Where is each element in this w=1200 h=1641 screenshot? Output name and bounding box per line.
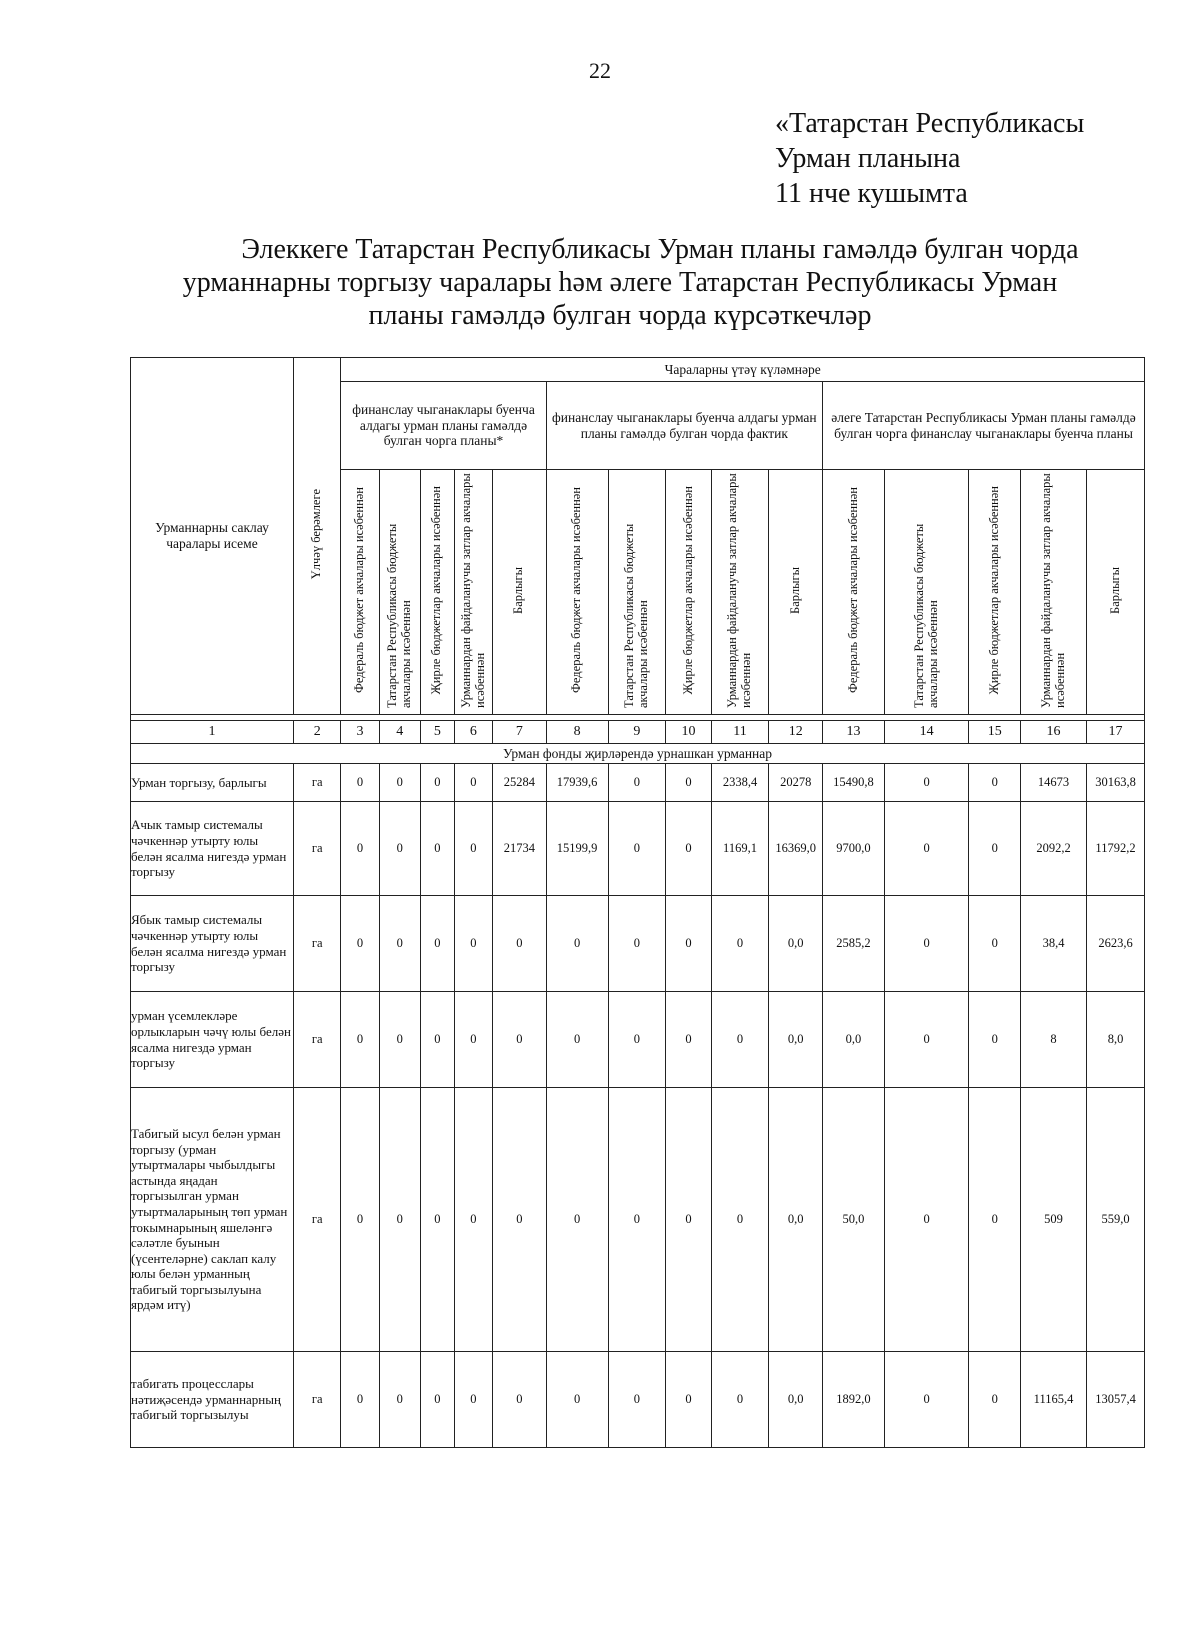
row-value: 0	[666, 1088, 711, 1352]
row-value: 0,0	[769, 896, 823, 992]
row-value: 0	[454, 992, 492, 1088]
row-value: 0	[420, 1088, 454, 1352]
header-group3-col-5: Барлыгы	[1087, 470, 1145, 715]
column-number: 6	[454, 721, 492, 744]
row-value: 0	[969, 1088, 1021, 1352]
column-numbers-row	[131, 721, 1145, 744]
row-value: 17939,6	[546, 764, 608, 802]
row-value: 2338,4	[711, 764, 769, 802]
row-value: 1892,0	[823, 1352, 885, 1448]
row-value: 0	[420, 764, 454, 802]
row-value: 0	[546, 992, 608, 1088]
column-number: 10	[666, 721, 711, 744]
forest-restoration-table	[130, 357, 1145, 1448]
row-unit: га	[293, 896, 340, 992]
column-number: 15	[969, 721, 1021, 744]
column-number: 7	[493, 721, 547, 744]
page-number: 22	[589, 58, 611, 83]
column-number: 11	[711, 721, 769, 744]
table-row	[131, 802, 1145, 896]
header-group1-col-4: Урманнардан файдаланучы затлар акчалары исәбеннән	[454, 470, 492, 715]
row-name: табигать процесслары нәтиҗәсендә урманнарның табигый торгызылуы	[131, 1352, 294, 1448]
header-group3-col-3: Җирле бюджетлар акчалары исәбеннән	[969, 470, 1021, 715]
row-value: 14673	[1021, 764, 1087, 802]
row-value: 0	[420, 992, 454, 1088]
row-value: 20278	[769, 764, 823, 802]
row-value: 8	[1021, 992, 1087, 1088]
header-group3-col-4: Урманнардан файдаланучы затлар акчалары исәбеннән	[1021, 470, 1087, 715]
row-value: 0	[341, 1088, 379, 1352]
header-group1-col-1: Федераль бюджет акчалары исәбеннән	[341, 470, 379, 715]
row-value: 0	[493, 896, 547, 992]
column-number: 14	[884, 721, 969, 744]
row-value: 0	[379, 992, 420, 1088]
header-group3-col-1: Федераль бюджет акчалары исәбеннән	[823, 470, 885, 715]
row-value: 0	[493, 992, 547, 1088]
header-group1-col-3: Җирле бюджетлар акчалары исәбеннән	[420, 470, 454, 715]
row-value: 0	[969, 802, 1021, 896]
row-value: 0	[420, 802, 454, 896]
row-value: 0,0	[823, 992, 885, 1088]
row-value: 11792,2	[1087, 802, 1145, 896]
row-value: 0	[379, 896, 420, 992]
row-value: 0	[454, 802, 492, 896]
header-volumes: Чараларны үтәү күләмнәре	[341, 358, 1145, 382]
row-value: 0	[608, 1088, 666, 1352]
row-value: 25284	[493, 764, 547, 802]
row-value: 0	[969, 896, 1021, 992]
row-value: 0	[711, 896, 769, 992]
table-row	[131, 992, 1145, 1088]
title-line-2: урманнарны торгызу чаралары һәм әлеге Татарстан Республикасы Урман	[182, 267, 1058, 298]
table-row	[131, 1088, 1145, 1352]
row-value: 0	[969, 764, 1021, 802]
row-value: 2092,2	[1021, 802, 1087, 896]
row-value: 0	[884, 764, 969, 802]
row-value: 0	[341, 764, 379, 802]
row-value: 0	[493, 1088, 547, 1352]
header-group-plan-previous: финанслау чыганаклары буенча алдагы урман планы гамәлдә булган чорга планы*	[341, 382, 546, 470]
row-value: 0	[884, 992, 969, 1088]
row-value: 2623,6	[1087, 896, 1145, 992]
section-title: Урман фонды җирләрендә урнашкан урманнар	[131, 744, 1145, 764]
row-value: 0	[341, 802, 379, 896]
row-value: 0	[379, 1352, 420, 1448]
row-value: 0	[454, 1088, 492, 1352]
header-group2-col-5: Барлыгы	[769, 470, 823, 715]
column-number: 4	[379, 721, 420, 744]
row-unit: га	[293, 764, 340, 802]
row-value: 0	[546, 1352, 608, 1448]
column-number: 17	[1087, 721, 1145, 744]
row-value: 9700,0	[823, 802, 885, 896]
row-value: 1169,1	[711, 802, 769, 896]
appendix-line-2: Урман планына	[775, 143, 961, 174]
row-value: 8,0	[1087, 992, 1145, 1088]
row-value: 0	[666, 992, 711, 1088]
header-group2-col-4: Урманнардан файдаланучы затлар акчалары исәбеннән	[711, 470, 769, 715]
row-value: 0	[608, 764, 666, 802]
row-value: 0	[969, 1352, 1021, 1448]
column-number: 12	[769, 721, 823, 744]
row-value: 0	[608, 802, 666, 896]
row-value: 0,0	[769, 1088, 823, 1352]
row-value: 0	[608, 992, 666, 1088]
row-value: 0	[379, 1088, 420, 1352]
row-value: 0	[666, 802, 711, 896]
row-value: 0	[608, 1352, 666, 1448]
row-value: 0	[884, 802, 969, 896]
header-unit: Үлчәү берәмлеге	[293, 358, 340, 715]
header-group1-col-2: Татарстан Республикасы бюджеты акчалары исәбеннән	[379, 470, 420, 715]
row-value: 0	[379, 802, 420, 896]
header-group2-col-1: Федераль бюджет акчалары исәбеннән	[546, 470, 608, 715]
row-value: 30163,8	[1087, 764, 1145, 802]
row-unit: га	[293, 1088, 340, 1352]
row-value: 0	[969, 992, 1021, 1088]
row-value: 0	[666, 896, 711, 992]
row-value: 0	[454, 896, 492, 992]
table-row	[131, 896, 1145, 992]
row-value: 0	[454, 764, 492, 802]
appendix-line-3: 11 нче кушымта	[775, 178, 968, 209]
appendix-line-1: «Татарстан Республикасы	[775, 108, 1085, 139]
row-value: 0	[420, 1352, 454, 1448]
row-value: 15199,9	[546, 802, 608, 896]
table-row	[131, 764, 1145, 802]
row-unit: га	[293, 802, 340, 896]
row-value: 559,0	[1087, 1088, 1145, 1352]
title-line-3: планы гамәлдә булган чорда күрсәткечләр	[368, 300, 872, 331]
column-number: 2	[293, 721, 340, 744]
document-title	[140, 233, 1100, 332]
row-unit: га	[293, 1352, 340, 1448]
row-value: 0	[884, 1352, 969, 1448]
row-value: 0	[608, 896, 666, 992]
row-value: 0	[711, 992, 769, 1088]
row-name: урман үсемлекләре орлыкларын чәчү юлы белән ясалма нигездә урман торгызу	[131, 992, 294, 1088]
row-value: 0,0	[769, 1352, 823, 1448]
row-value: 11165,4	[1021, 1352, 1087, 1448]
row-value: 509	[1021, 1088, 1087, 1352]
row-value: 50,0	[823, 1088, 885, 1352]
appendix-label	[775, 106, 1084, 211]
row-value: 0	[493, 1352, 547, 1448]
row-value: 21734	[493, 802, 547, 896]
row-value: 0	[884, 896, 969, 992]
row-value: 0	[546, 896, 608, 992]
column-number: 16	[1021, 721, 1087, 744]
row-value: 0	[666, 1352, 711, 1448]
header-group2-col-2: Татарстан Республикасы бюджеты акчалары исәбеннән	[608, 470, 666, 715]
row-value: 0	[884, 1088, 969, 1352]
row-value: 0	[546, 1088, 608, 1352]
row-value: 0	[666, 764, 711, 802]
header-group2-col-3: Җирле бюджетлар акчалары исәбеннән	[666, 470, 711, 715]
row-value: 0	[454, 1352, 492, 1448]
row-value: 15490,8	[823, 764, 885, 802]
column-number: 1	[131, 721, 294, 744]
row-value: 0	[420, 896, 454, 992]
column-number: 3	[341, 721, 379, 744]
column-number: 13	[823, 721, 885, 744]
row-value: 0	[711, 1352, 769, 1448]
row-value: 0,0	[769, 992, 823, 1088]
row-name: Ябык тамыр системалы чәчкеннәр утырту юлы белән ясалма нигездә урман торгызу	[131, 896, 294, 992]
row-name: Табигый ысул белән урман торгызу (урман утыртмалары чыбылдыгы астында яңадан торгызылган урман утыртмаларының төп урман токымнарының яшеләнгә сәләтле буынын (үсентеләрне) саклап калу юлы белән урманның табигый торгызылуына ярдәм итү)	[131, 1088, 294, 1352]
row-value: 16369,0	[769, 802, 823, 896]
header-group1-col-5: Барлыгы	[493, 470, 547, 715]
row-value: 0	[341, 992, 379, 1088]
column-number: 8	[546, 721, 608, 744]
header-name: Урманнарны саклау чаралары исеме	[131, 358, 294, 715]
row-value: 2585,2	[823, 896, 885, 992]
row-value: 38,4	[1021, 896, 1087, 992]
row-value: 13057,4	[1087, 1352, 1145, 1448]
row-unit: га	[293, 992, 340, 1088]
header-group-fact-previous: финанслау чыганаклары буенча алдагы урман планы гамәлдә булган чорда фактик	[546, 382, 822, 470]
row-name: Ачык тамыр системалы чәчкеннәр утырту юлы белән ясалма нигездә урман торгызу	[131, 802, 294, 896]
row-value: 0	[379, 764, 420, 802]
header-group3-col-2: Татарстан Республикасы бюджеты акчалары исәбеннән	[884, 470, 969, 715]
table-row	[131, 1352, 1145, 1448]
row-value: 0	[341, 1352, 379, 1448]
row-name: Урман торгызу, барлыгы	[131, 764, 294, 802]
header-group-plan-current: әлеге Татарстан Республикасы Урман планы гамәлдә булган чорга финанслау чыганаклары буенча планы	[823, 382, 1145, 470]
column-number: 9	[608, 721, 666, 744]
column-number: 5	[420, 721, 454, 744]
row-value: 0	[711, 1088, 769, 1352]
row-value: 0	[341, 896, 379, 992]
title-line-1: Элеккеге Татарстан Республикасы Урман планы гамәлдә булган чорда	[241, 234, 1079, 265]
